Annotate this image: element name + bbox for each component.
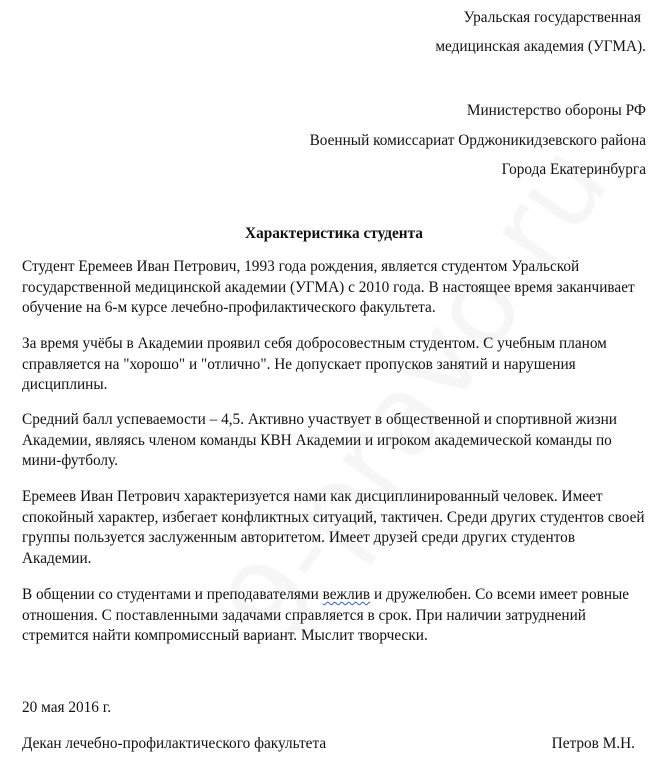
paragraph-intro: Студент Еремеев Иван Петрович, 1993 года рождения, является студентом Уральской государственной медицинской академии (УГМА) с 2010 года. В настоящее время заканчивает обучение на 6-м курсе лечебно-профилактического факультета. [22,258,635,316]
paragraph-communication [22,585,648,647]
header-ministry: Министерство обороны РФ [466,102,646,119]
signature-position: Декан лечебно-профилактического факультета [22,735,327,752]
header-academy-line1: Уральская государственная [463,9,641,26]
header-city: Города Екатеринбурга [501,161,646,178]
paragraph-studies: За время учёбы в Академии проявил себя добросовестным студентом. С учебным планом справляется на "хорошо" и "отлично". Не допускает пропусков занятий и нарушения дисциплины. [22,335,607,393]
paragraph-grades: Средний балл успеваемости – 4,5. Активно участвует в общественной и спортивной жизни Академии, являясь членом команды КВН Академии и игроком академической команды по мини-футболу. [22,411,617,469]
document-date: 20 мая 2016 г. [22,699,112,716]
spellcheck-marked-word: вежлив [322,586,371,603]
signature-name: Петров М.Н. [551,735,635,752]
paragraph-communication-end: и дружелюбен. Со всеми имеет ровные отношения. С поставленными задачами справляется в срок. При наличии затруднений стремится найти компромиссный вариант. Мыслит творчески. [22,586,630,644]
header-academy-line2: медицинская академия (УГМА). [435,38,646,55]
header-commissariat: Военный комиссариат Орджоникидзевского района [309,132,646,149]
paragraph-character: Еремеев Иван Петрович характеризуется нами как дисциплинированный человек. Имеет спокойный характер, избегает конфликтных ситуаций, тактичен. Среди других студентов своей группы пользуется заслуженным авторитетом. Имеет друзей среди других студентов Академии. [22,488,645,567]
document-title: Характеристика студента [245,225,423,242]
paragraph-communication-start: В общении со студентами и преподавателями [22,586,323,603]
